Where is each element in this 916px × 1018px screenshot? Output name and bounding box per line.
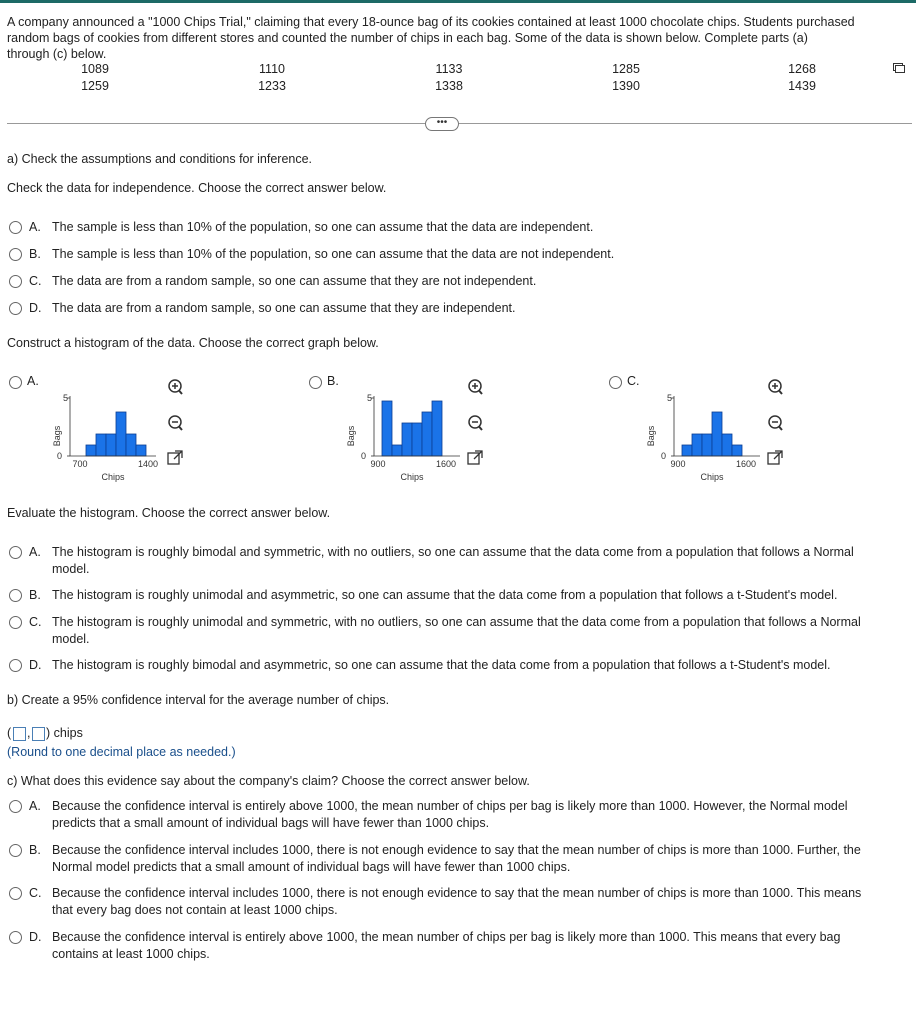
radio-evaluate-a[interactable] [9,546,22,559]
data-row-2 [0,79,916,95]
data-cell: 1285 [612,62,640,76]
histogram-bar [402,423,412,456]
part-a-heading: a) Check the assumptions and conditions for inference. [7,152,313,166]
histogram-bar [96,434,106,456]
histogram-bar [106,434,116,456]
histogram-bar [392,445,402,456]
popout-icon[interactable] [767,450,783,466]
option-letter: D. [29,658,42,672]
data-cell: 1338 [435,79,463,93]
histogram-a [50,388,190,484]
histogram-bar [126,434,136,456]
expand-button[interactable]: ••• [425,117,459,131]
option-letter: D. [29,301,42,315]
histogram-bar [116,412,126,456]
option-letter: B. [29,247,41,261]
histogram-bar [732,445,742,456]
x-axis-label: Chips [400,472,424,482]
x-axis-label: Chips [101,472,125,482]
histogram-prompt: Construct a histogram of the data. Choose the correct graph below. [7,336,379,350]
part-c-heading: c) What does this evidence say about the company's claim? Choose the correct answer below. [7,774,530,788]
x-tick-label: 1600 [735,459,757,469]
x-tick-label: 1600 [435,459,457,469]
option-text-line1: Because the confidence interval includes 1000, there is not enough evidence to say that the mean number of chips is more than 1000. This means [52,886,862,900]
histogram-bar [702,434,712,456]
zoom-out-icon[interactable] [166,414,184,432]
option-letter: C. [627,374,640,388]
rounding-hint: (Round to one decimal place as needed.) [7,745,236,759]
radio-independence-c[interactable] [9,275,22,288]
zoom-out-icon[interactable] [466,414,484,432]
histogram-bar [136,445,146,456]
histogram-bar [422,412,432,456]
ci-open-paren: ( [7,726,12,740]
option-text-line2: that every bag does not contain at least 1000 chips. [52,903,338,917]
data-cell: 1268 [788,62,816,76]
histogram-bar [432,401,442,456]
option-text-line2: model. [52,562,90,576]
ci-lower-input[interactable] [13,727,26,741]
x-tick-label: 900 [670,459,686,469]
intro-line-3: through (c) below. [7,47,107,61]
y-tick-label: 0 [56,451,62,461]
question-intro [7,14,907,62]
option-text: The data are from a random sample, so one can assume that they are independent. [52,301,516,315]
independence-prompt: Check the data for independence. Choose the correct answer below. [7,181,387,195]
histogram-bar [682,445,692,456]
radio-claim-d[interactable] [9,931,22,944]
radio-evaluate-c[interactable] [9,616,22,629]
radio-evaluate-b[interactable] [9,589,22,602]
option-text-line2: model. [52,632,90,646]
histogram-bar [412,423,422,456]
histogram-bar [382,401,392,456]
y-tick-label: 5 [62,393,68,403]
radio-histogram-b[interactable] [309,376,322,389]
option-text-line2: Normal model predicts that a small amount of individual bags will have fewer than 1000 chips. [52,860,571,874]
data-cell: 1390 [612,79,640,93]
option-text-line1: The histogram is roughly bimodal and asymmetric, so one can assume that the data come from a population that follows a t-Student's model. [52,658,831,672]
option-letter: A. [29,220,41,234]
histogram-bar [692,434,702,456]
option-letter: A. [27,374,39,388]
option-text-line2: contains at least 1000 chips. [52,947,210,961]
data-cell: 1089 [81,62,109,76]
option-letter: C. [29,615,42,629]
data-cell: 1439 [788,79,816,93]
x-tick-label: 1400 [137,459,159,469]
intro-line-2: random bags of cookies from different stores and counted the number of chips in each bag. Some of the data is shown below. Complete parts (a) [7,31,808,45]
data-cell: 1133 [435,62,463,76]
y-axis-label: Bags [346,425,356,447]
ci-upper-input[interactable] [32,727,45,741]
zoom-out-icon[interactable] [766,414,784,432]
x-tick-label: 900 [370,459,386,469]
radio-independence-b[interactable] [9,248,22,261]
zoom-in-icon[interactable] [166,378,184,396]
histogram-bar [86,445,96,456]
radio-evaluate-d[interactable] [9,659,22,672]
data-row-1 [0,62,916,78]
radio-independence-d[interactable] [9,302,22,315]
option-text-line1: Because the confidence interval is entirely above 1000, the mean number of chips per bag is likely more than 1000. However, the Normal model [52,799,848,813]
histogram-b [344,388,484,484]
option-letter: A. [29,545,41,559]
y-axis-label: Bags [52,425,62,447]
x-tick-label: 700 [72,459,88,469]
option-text-line1: The histogram is roughly bimodal and symmetric, with no outliers, so one can assume that the data come from a population that follows a Normal [52,545,854,559]
y-axis-label: Bags [646,425,656,447]
radio-claim-c[interactable] [9,887,22,900]
y-tick-label: 5 [666,393,672,403]
option-text-line1: The histogram is roughly unimodal and asymmetric, so one can assume that the data come from a population that follows a t-Student's model. [52,588,838,602]
radio-independence-a[interactable] [9,221,22,234]
histogram-bar [722,434,732,456]
histogram-bar [712,412,722,456]
option-text: The sample is less than 10% of the population, so one can assume that the data are independent. [52,220,594,234]
option-text: The sample is less than 10% of the population, so one can assume that the data are not independent. [52,247,615,261]
option-letter: B. [29,588,41,602]
option-letter: B. [29,843,41,857]
data-cell: 1233 [258,79,286,93]
evaluate-prompt: Evaluate the histogram. Choose the correct answer below. [7,506,331,520]
copy-data-icon[interactable] [893,63,905,73]
y-tick-label: 5 [366,393,372,403]
data-cell: 1110 [259,62,285,76]
zoom-in-icon[interactable] [766,378,784,396]
option-letter: B. [327,374,339,388]
popout-icon[interactable] [467,450,483,466]
y-tick-label: 0 [660,451,666,461]
popout-icon[interactable] [167,450,183,466]
option-text-line2: predicts that a small amount of individual bags will have fewer than 1000 chips. [52,816,490,830]
radio-histogram-a[interactable] [9,376,22,389]
section-divider [7,123,912,124]
zoom-in-icon[interactable] [466,378,484,396]
histogram-c [644,388,784,484]
y-tick-label: 0 [360,451,366,461]
option-text: The data are from a random sample, so one can assume that they are not independent. [52,274,537,288]
option-letter: C. [29,274,42,288]
option-letter: D. [29,930,42,944]
intro-line-1: A company announced a "1000 Chips Trial," claiming that every 18-ounce bag of its cookies contained at least 1000 chocolate chips. Students purchased [7,15,855,29]
radio-histogram-c[interactable] [609,376,622,389]
top-accent-bar [0,0,916,3]
option-text-line1: Because the confidence interval is entirely above 1000, the mean number of chips per bag is likely more than 1000. This means that every bag [52,930,841,944]
part-b-heading: b) Create a 95% confidence interval for the average number of chips. [7,693,390,707]
option-letter: C. [29,886,42,900]
option-text-line1: The histogram is roughly unimodal and symmetric, with no outliers, so one can assume that the data come from a population that follows a Normal [52,615,861,629]
ci-comma: , [27,726,31,740]
data-cell: 1259 [81,79,109,93]
option-letter: A. [29,799,41,813]
radio-claim-b[interactable] [9,844,22,857]
radio-claim-a[interactable] [9,800,22,813]
x-axis-label: Chips [700,472,724,482]
option-text-line1: Because the confidence interval includes 1000, there is not enough evidence to say that the mean number of chips is more than 1000. Further, the [52,843,861,857]
ci-suffix: ) chips [46,726,83,740]
